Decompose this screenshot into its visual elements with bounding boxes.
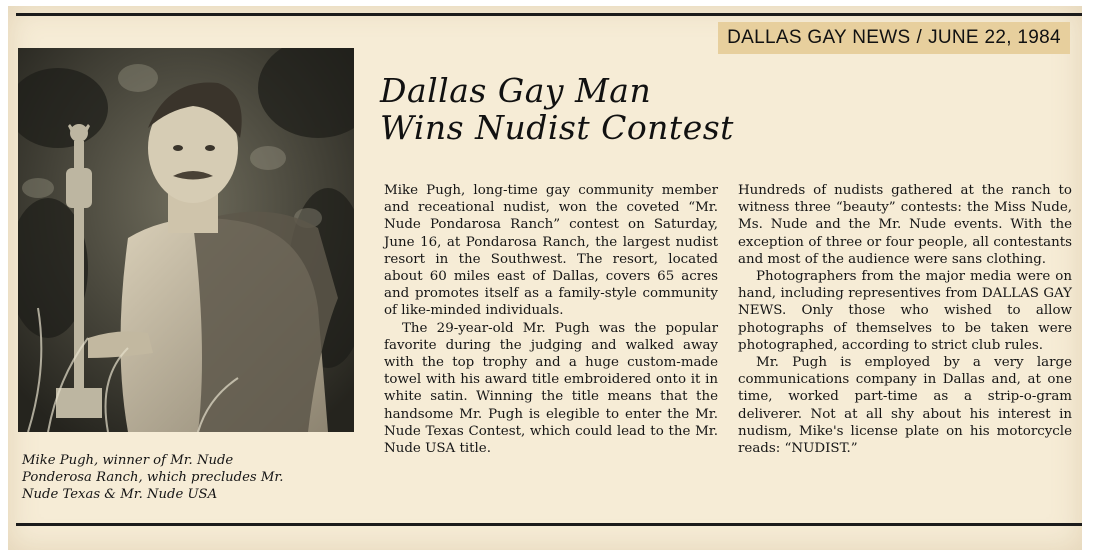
headline-line-1: Dallas Gay Man <box>380 71 652 110</box>
article-paragraph: Hundreds of nudists gathered at the ranch to witness three “beauty” contests: the Miss Nude, Ms. Nude and the Mr. Nude events. With the exception of three or four people, all contestants and most of the audience were sans clothing. <box>738 183 1072 267</box>
caption-line: Ponderosa Ranch, which precludes Mr. <box>22 470 284 485</box>
photo-caption <box>22 452 352 503</box>
article-paragraph: Mr. Pugh is employed by a very large communications company in Dallas and, at one time, worked part-time as a strip-o-gram deliverer. Not at all shy about his interest in nudism, Mike's license plate on his motorcycle reads: “NUDIST.” <box>738 355 1072 457</box>
masthead <box>718 22 1070 54</box>
masthead-separator: / <box>916 27 923 48</box>
publication-date: JUNE 22, 1984 <box>928 27 1061 48</box>
article-column-1 <box>384 182 718 457</box>
article-paragraph: Photographers from the major media were on hand, including representives from DALLAS GAY NEWS. Only those who wished to allow photographs of themselves to be taken were photographed, according to strict club rules. <box>738 269 1072 353</box>
article-column-2 <box>738 182 1072 457</box>
caption-line: Nude Texas & Mr. Nude USA <box>22 487 218 502</box>
article-paragraph: Mike Pugh, long-time gay community member and receational nudist, won the coveted “Mr. Nude Pondarosa Ranch” contest on Saturday, June 16, at Pondarosa Ranch, the largest nudist resort in the Southwest. The resort, located about 60 miles east of Dallas, covers 65 acres and promotes itself as a family-style community of like-minded individuals. <box>384 183 718 319</box>
headline <box>380 72 760 146</box>
article-paragraph: The 29-year-old Mr. Pugh was the popular favorite during the judging and walked away with the top trophy and a huge custom-made towel with his award title embroidered onto it in white satin. Winning the title means that the handsome Mr. Pugh is elegible to enter the Mr. Nude Texas Contest, which could lead to the Mr. Nude USA title. <box>384 320 718 457</box>
top-rule <box>16 13 1082 16</box>
publication-name: DALLAS GAY NEWS <box>727 27 911 48</box>
photo <box>18 48 354 432</box>
bottom-rule <box>16 523 1082 526</box>
photo-icon <box>18 48 354 432</box>
caption-line: Mike Pugh, winner of Mr. Nude <box>22 453 234 468</box>
headline-line-2: Wins Nudist Contest <box>380 108 734 147</box>
